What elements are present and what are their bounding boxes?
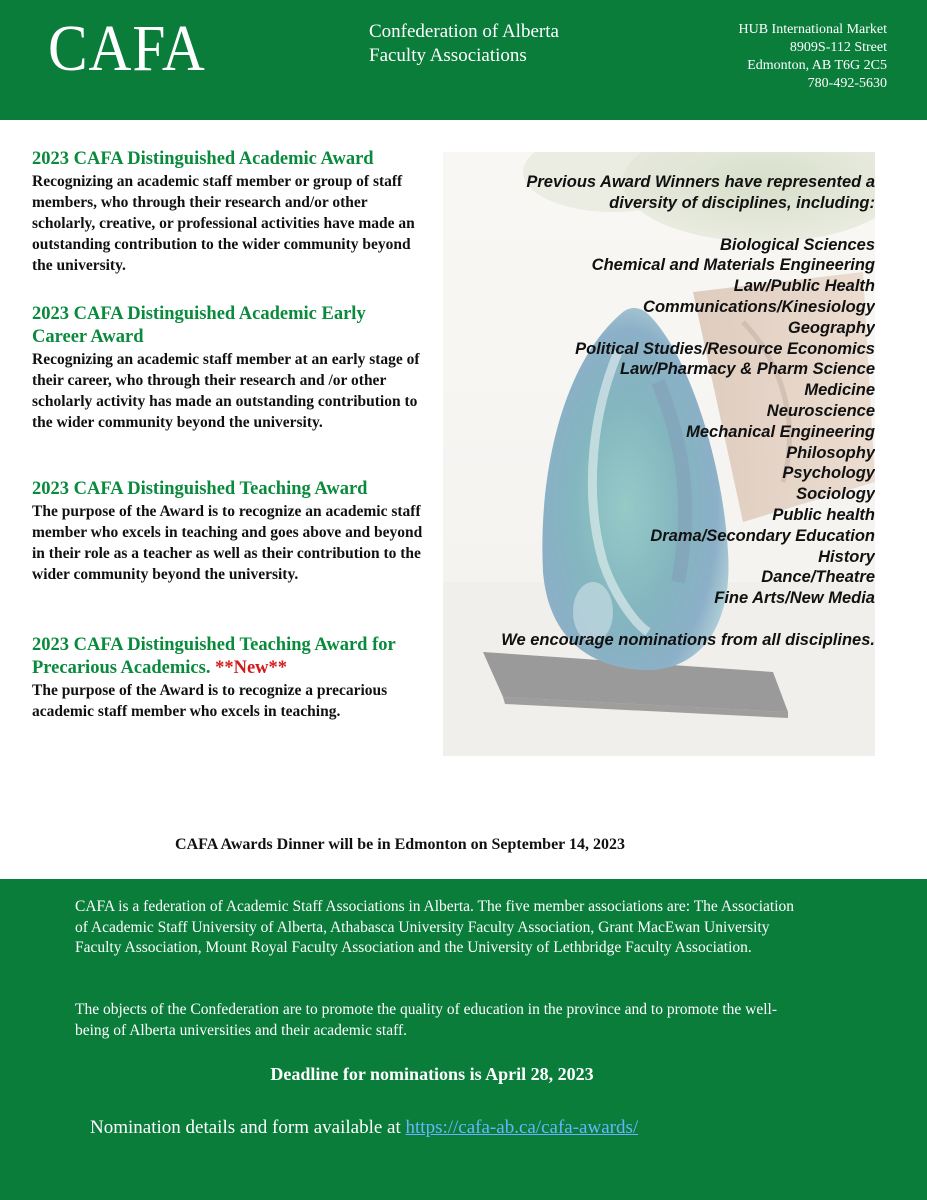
discipline-item: Dance/Theatre — [761, 568, 875, 587]
discipline-item: Neuroscience — [766, 401, 875, 420]
cafa-logo: CAFA — [48, 12, 206, 85]
nomination-text: Nomination details and form available at — [90, 1117, 406, 1138]
discipline-item: Philosophy — [786, 443, 875, 462]
footer-banner — [0, 879, 927, 1200]
nomination-deadline: Deadline for nominations is April 28, 2023 — [270, 1064, 594, 1084]
award-title: 2023 CAFA Distinguished Teaching Award — [32, 479, 368, 499]
encourage-nominations: We encourage nominations from all disciplines. — [501, 630, 875, 649]
org-name-line-2: Faculty Associations — [369, 45, 527, 66]
awards-link[interactable]: https://cafa-ab.ca/cafa-awards/ — [405, 1117, 639, 1138]
discipline-item: Sociology — [796, 485, 875, 504]
award-early-career — [32, 303, 424, 433]
award-title-text: 2023 CAFA Distinguished Teaching Award for Precarious Academics. — [32, 635, 396, 678]
discipline-item: Geography — [787, 318, 875, 337]
award-distinguished-teaching — [32, 478, 424, 585]
nomination-details — [90, 1117, 638, 1139]
discipline-item: Medicine — [804, 381, 875, 400]
awards-dinner-notice: CAFA Awards Dinner will be in Edmonton on September 14, 2023 — [175, 836, 625, 853]
previous-winners-list — [455, 172, 875, 651]
winners-intro: Previous Award Winners have represented a diversity of disciplines, including: — [526, 173, 875, 212]
address-line: 8909S-112 Street — [789, 40, 887, 55]
discipline-item: History — [818, 547, 875, 566]
federation-description: CAFA is a federation of Academic Staff Associations in Alberta. The five member associations are: The Association of Academic Staff University of Alberta, Athabasca University Faculty Association, Grant MacEwan University Faculty Association, Mount Royal Faculty Association and the University of Lethbridge Faculty Association. — [75, 898, 795, 956]
discipline-item: Biological Sciences — [720, 235, 875, 254]
address-line: Edmonton, AB T6G 2C5 — [747, 58, 887, 73]
phone-number: 780-492-5630 — [807, 76, 887, 91]
award-title: 2023 CAFA Distinguished Academic Early Career Award — [32, 304, 366, 347]
discipline-item: Drama/Secondary Education — [650, 526, 875, 545]
award-title — [32, 634, 424, 680]
discipline-item: Fine Arts/New Media — [714, 589, 875, 608]
discipline-item: Mechanical Engineering — [686, 422, 875, 441]
award-description: The purpose of the Award is to recognize an academic staff member who excels in teaching and goes above and beyond in their role as a teacher as well as their contribution to the wider community beyond the university. — [32, 503, 423, 583]
contact-address — [738, 21, 887, 93]
award-title: 2023 CAFA Distinguished Academic Award — [32, 149, 374, 169]
discipline-item: Law/Public Health — [733, 277, 875, 296]
new-badge: **New** — [215, 658, 288, 678]
discipline-item: Law/Pharmacy & Pharm Science — [620, 360, 875, 379]
award-description: Recognizing an academic staff member at an early stage of their career, who through their research and /or other scholarly activity has made an outstanding contribution to the wider community beyond the university. — [32, 351, 420, 431]
header-banner — [0, 0, 927, 120]
confederation-objects: The objects of the Confederation are to promote the quality of education in the province and to promote the well-being of Alberta universities and their academic staff. — [75, 1001, 778, 1039]
award-distinguished-academic — [32, 148, 424, 276]
award-precarious-teaching — [32, 634, 424, 722]
discipline-item: Public health — [772, 505, 875, 524]
address-line: HUB International Market — [738, 22, 887, 37]
discipline-item: Psychology — [782, 464, 875, 483]
org-name-line-1: Confederation of Alberta — [369, 21, 559, 42]
award-description: The purpose of the Award is to recognize a precarious academic staff member who excels in teaching. — [32, 682, 388, 720]
award-description: Recognizing an academic staff member or group of staff members, who through their research and/or other scholarly, creative, or professional activities have made an outstanding contribution to the wider community beyond the university. — [32, 173, 415, 274]
discipline-item: Political Studies/Resource Economics — [575, 339, 875, 358]
discipline-item: Chemical and Materials Engineering — [591, 256, 875, 275]
discipline-item: Communications/Kinesiology — [643, 297, 875, 316]
organization-name — [369, 20, 559, 68]
trophy-photo-panel — [443, 152, 875, 756]
